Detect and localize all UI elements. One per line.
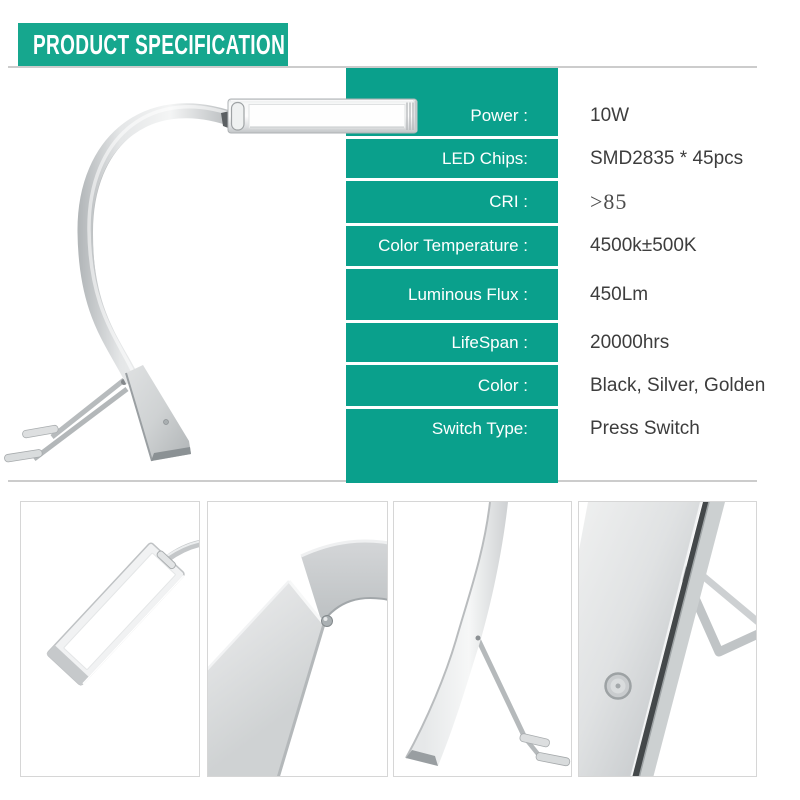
lamp-arm xyxy=(85,107,241,383)
spec-label-color-temperature: Color Temperature : xyxy=(346,223,558,266)
lamp-base xyxy=(126,365,191,461)
spec-label-led-chips: LED Chips: xyxy=(346,136,558,178)
spec-value-cri: >85 xyxy=(590,189,628,214)
thumbnail-press-switch-closeup xyxy=(578,501,757,777)
press-switch-closeup-image xyxy=(579,502,756,776)
spec-label-cri: CRI : xyxy=(346,178,558,223)
spec-label-luminous-flux: Luminous Flux : xyxy=(346,266,558,320)
spec-value-switch-type: Press Switch xyxy=(590,418,700,439)
spec-value-color-temperature: 4500k±500K xyxy=(590,235,697,256)
spec-label-switch-type: Switch Type: xyxy=(346,406,558,483)
spec-label-color: Color : xyxy=(346,362,558,406)
lamp-product-photo xyxy=(0,80,430,480)
product-specification-banner xyxy=(18,23,288,67)
thumbnail-arm-joint-closeup xyxy=(207,501,388,777)
spec-value-luminous-flux: 450Lm xyxy=(590,283,649,305)
spec-label-power: Power : xyxy=(470,106,528,125)
press-switch-button xyxy=(606,674,631,699)
spec-label-lifespan: LifeSpan : xyxy=(346,320,558,362)
thumbnail-lamp-head-closeup xyxy=(20,501,200,777)
spec-table-values xyxy=(590,68,795,483)
spec-value-lifespan: 20000hrs xyxy=(590,331,670,353)
kickstand-closeup-image xyxy=(394,502,571,776)
spec-value-power: 10W xyxy=(590,105,630,126)
spec-value-led-chips: SMD2835 * 45pcs xyxy=(590,147,744,169)
lamp-kickstand xyxy=(4,379,127,462)
arm-joint-closeup-image xyxy=(208,502,387,776)
lamp-head-closeup-image xyxy=(21,502,199,776)
thumbnail-kickstand-closeup xyxy=(393,501,572,777)
banner-title: PRODUCT SPECIFICATION xyxy=(32,29,286,60)
lamp-head xyxy=(221,99,418,133)
spec-value-color: Black, Silver, Golden xyxy=(590,374,766,396)
